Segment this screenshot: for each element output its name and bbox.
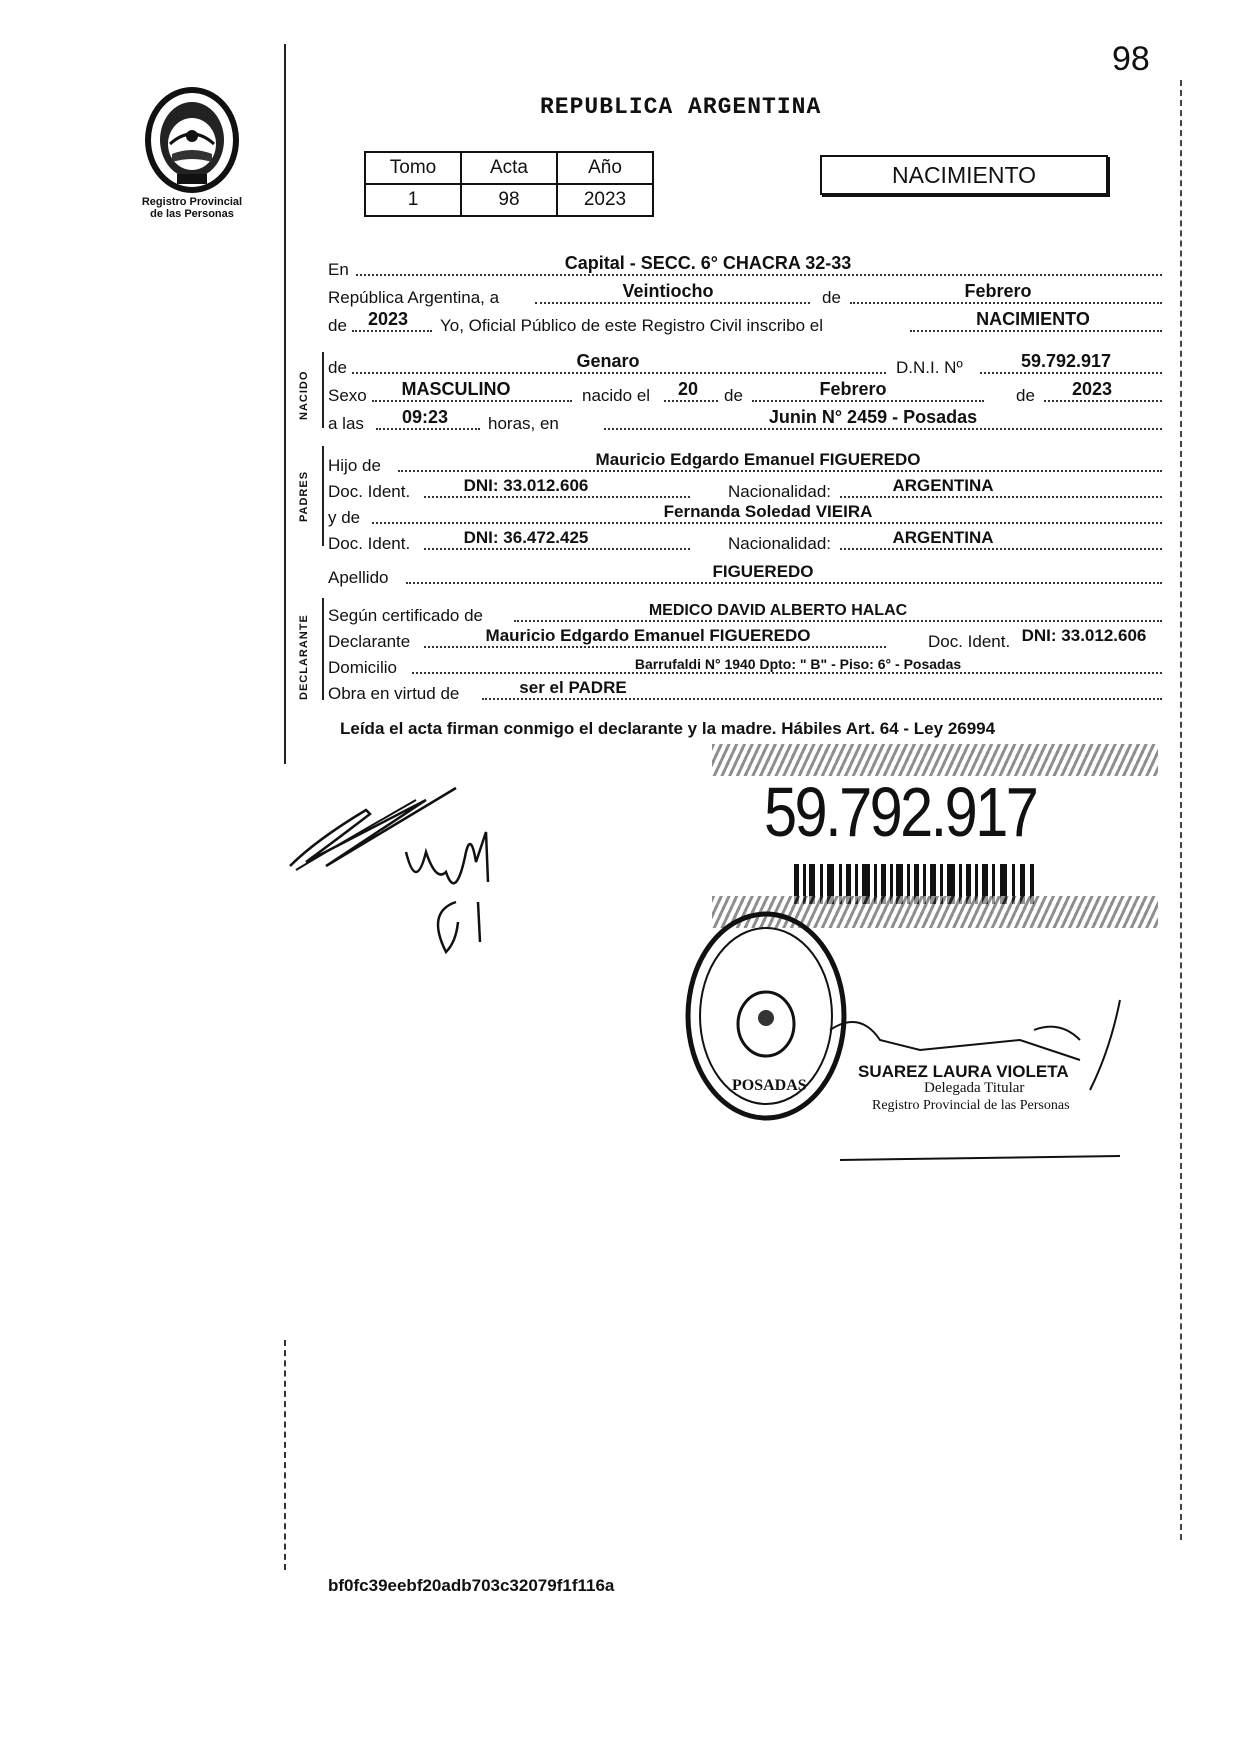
field-row-nombre — [328, 352, 1162, 378]
label-nacionalidad-padre: Nacionalidad: — [728, 482, 832, 501]
value-domicilio: Barrufaldi N° 1940 Dpto: " B" - Piso: 6° - Posadas — [634, 656, 962, 672]
label-doc-madre: Doc. Ident. — [328, 534, 411, 553]
dotted-line — [840, 496, 1162, 498]
label-y-de: y de — [328, 508, 361, 527]
value-sexo: MASCULINO — [401, 379, 511, 399]
field-row-padre — [328, 450, 1162, 476]
dotted-line — [398, 470, 1162, 472]
registry-header-tomo: Tomo — [365, 152, 461, 184]
section-label-declarante: DECLARANTE — [298, 614, 310, 700]
field-row-anio-inscribo — [328, 310, 1162, 336]
label-obra: Obra en virtud de — [328, 684, 460, 703]
value-padre-nacionalidad: ARGENTINA — [892, 476, 994, 495]
padres-section-bar — [322, 446, 324, 546]
value-anio: 2023 — [367, 309, 409, 329]
dotted-line — [376, 428, 480, 430]
dotted-line — [424, 496, 690, 498]
logo-caption-line1: Registro Provincial — [141, 196, 243, 208]
right-margin-dashed-line — [1180, 80, 1182, 1540]
dotted-line — [352, 372, 886, 374]
section-label-padres: PADRES — [298, 470, 310, 522]
label-doc-padre: Doc. Ident. — [328, 482, 411, 501]
document-type-box: NACIMIENTO — [820, 155, 1108, 195]
field-row-madre-doc — [328, 528, 1162, 554]
value-madre-doc: DNI: 36.472.425 — [463, 528, 589, 547]
value-declarante-doc: DNI: 33.012.606 — [1021, 626, 1147, 645]
value-dni-nacido: 59.792.917 — [1020, 351, 1112, 371]
label-dni: D.N.I. Nº — [896, 358, 963, 377]
dotted-line — [752, 400, 984, 402]
dotted-line — [372, 522, 1162, 524]
field-row-declarante — [328, 626, 1162, 652]
dotted-line — [1044, 400, 1162, 402]
value-dia: Veintiocho — [622, 281, 714, 301]
id-number: 59.792.917 — [764, 773, 1037, 851]
dotted-line — [406, 582, 1162, 584]
value-padre-doc: DNI: 33.012.606 — [463, 476, 589, 495]
label-horas-en: horas, en — [488, 414, 559, 433]
official-role: Delegada Titular — [924, 1080, 1025, 1096]
official-name: SUAREZ LAURA VIOLETA — [858, 1062, 1069, 1081]
misiones-coat-of-arms-icon — [137, 84, 247, 194]
value-mes: Febrero — [964, 281, 1032, 301]
field-row-domicilio — [328, 652, 1162, 678]
label-declarante: Declarante — [328, 632, 411, 651]
label-a-las: a las — [328, 414, 364, 433]
page-number: 98 — [1112, 40, 1150, 78]
value-certificado: MEDICO DAVID ALBERTO HALAC — [648, 602, 908, 619]
declarante-section-bar — [322, 598, 324, 700]
registry-value-tomo: 1 — [365, 184, 461, 216]
seal-text: POSADAS — [732, 1077, 807, 1094]
label-nacido-el: nacido el — [582, 386, 651, 405]
label-nacido-de2: de — [1016, 386, 1035, 405]
dotted-line — [535, 302, 810, 304]
field-row-certificado — [328, 600, 1162, 626]
field-row-madre — [328, 502, 1162, 528]
value-nacido-anio: 2023 — [1071, 379, 1113, 399]
label-certificado: Según certificado de — [328, 606, 483, 625]
field-row-obra — [328, 678, 1162, 704]
field-row-fecha — [328, 282, 1162, 308]
registry-value-acta: 98 — [461, 184, 557, 216]
dotted-line — [424, 646, 886, 648]
dotted-line — [980, 372, 1162, 374]
label-de-nombre: de — [328, 358, 347, 377]
dotted-line — [514, 620, 1162, 622]
official-org: Registro Provincial de las Personas — [872, 1098, 1070, 1113]
logo-caption — [128, 196, 256, 220]
registry-header-row — [365, 152, 653, 184]
registry-table — [364, 151, 654, 217]
label-nacido-de: de — [724, 386, 743, 405]
value-nacido-mes: Febrero — [819, 379, 887, 399]
value-lugar-nacimiento: Junin N° 2459 - Posadas — [768, 407, 978, 427]
dotted-line — [424, 548, 690, 550]
value-hora: 09:23 — [401, 407, 449, 427]
dotted-line — [352, 330, 432, 332]
left-margin-line — [284, 44, 286, 764]
dotted-line — [910, 330, 1162, 332]
document-hash: bf0fc39eebf20adb703c32079f1f116a — [328, 1576, 615, 1595]
field-row-sexo — [328, 380, 1162, 406]
label-de-anio: de — [328, 316, 347, 335]
field-row-en — [328, 254, 1162, 280]
value-madre: Fernanda Soledad VIEIRA — [663, 502, 873, 521]
mother-signature-icon — [396, 812, 526, 962]
registry-header-anio: Año — [557, 152, 653, 184]
label-de: de — [822, 288, 841, 307]
registry-value-row — [365, 184, 653, 216]
registry-value-anio: 2023 — [557, 184, 653, 216]
field-row-hora — [328, 408, 1162, 434]
dotted-line — [840, 548, 1162, 550]
value-inscribo: NACIMIENTO — [976, 309, 1090, 329]
label-nacionalidad-madre: Nacionalidad: — [728, 534, 832, 553]
logo-caption-line2: de las Personas — [150, 208, 234, 220]
dotted-line — [664, 400, 718, 402]
label-hijo-de: Hijo de — [328, 456, 381, 475]
registry-logo — [128, 84, 256, 220]
label-domicilio: Domicilio — [328, 658, 397, 677]
dotted-line — [850, 302, 1162, 304]
left-margin-dashed-line — [284, 1340, 286, 1570]
label-en: En — [328, 260, 349, 279]
value-apellido: FIGUEREDO — [712, 562, 814, 581]
value-lugar-inscripcion: Capital - SECC. 6° CHACRA 32-33 — [564, 253, 852, 273]
field-row-padre-doc — [328, 476, 1162, 502]
value-nacido-dia: 20 — [677, 379, 699, 399]
registry-header-acta: Acta — [461, 152, 557, 184]
document-title: REPUBLICA ARGENTINA — [540, 94, 822, 120]
value-padre: Mauricio Edgardo Emanuel FIGUEREDO — [595, 450, 921, 469]
dotted-line — [372, 400, 572, 402]
dotted-line — [356, 274, 1162, 276]
field-row-apellido — [328, 562, 1162, 588]
value-nombre: Genaro — [576, 351, 640, 371]
label-yo-oficial: Yo, Oficial Público de este Registro Civil inscribo el — [440, 316, 823, 335]
label-apellido: Apellido — [328, 568, 389, 587]
label-republica: República Argentina, a — [328, 288, 500, 307]
value-madre-nacionalidad: ARGENTINA — [892, 528, 994, 547]
dotted-line — [604, 428, 1162, 430]
dotted-line — [482, 698, 1162, 700]
closing-statement: Leída el acta firman conmigo el declarante y la madre. Hábiles Art. 64 - Ley 26994 — [340, 719, 996, 738]
section-label-nacido: NACIDO — [298, 370, 310, 420]
label-declarante-doc: Doc. Ident. — [928, 632, 1011, 651]
label-sexo: Sexo — [328, 386, 367, 405]
value-declarante: Mauricio Edgardo Emanuel FIGUEREDO — [485, 626, 811, 645]
nacido-section-bar — [322, 352, 324, 428]
dotted-line — [412, 672, 1162, 674]
value-obra: ser el PADRE — [519, 678, 627, 697]
